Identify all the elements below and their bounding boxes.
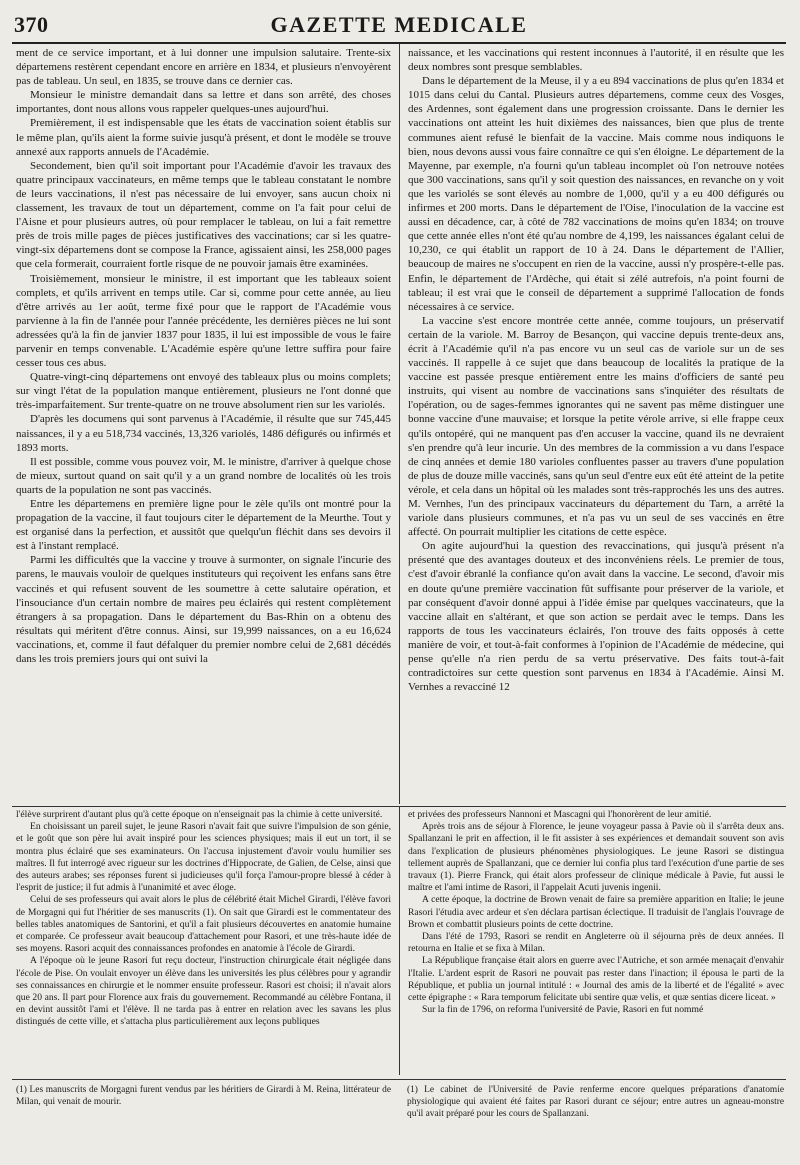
paragraph: Quatre-vingt-cinq départemens ont envoyé des tableaux plus ou moins complets; sur vingt l'état de la population manque entièrement, plusieurs ne l'ont donné que très-imparfaitement. Sur trente-quatre on ne trouve absolument rien sur les variolés.: [16, 371, 391, 412]
paragraph: l'élève surprirent d'autant plus qu'à cette époque on n'enseignait pas la chimie à cette université.: [16, 809, 383, 820]
paragraph: Monsieur le ministre demandait dans sa lettre et dans son arrêté, des choses importantes, dont nous allons vous rappeler quelques-unes aujourd'hui.: [16, 89, 391, 116]
paragraph: La vaccine s'est encore montrée cette année, comme toujours, un préservatif certain de la variole. M. Barroy de Besançon, qui vaccine depuis trente-deux ans, écrit à l'Académie qu'il n'a pas encore vu un seul cas de variole sur un de ses vaccinés. Il rappelle à ce sujet que dans beaucoup de localités la pratique de la vaccine est passée presque entièrement entre les mains d'officiers de santé peu instruits, qui visent au nombre de vaccinations sans s'inquiéter des résultats de l'opération, ou de sages-femmes ignorantes qui ne savent pas même distinguer une bonne vaccine d'une mauvaise; et lorsque la petite vérole arrive, si elle frappe ceux qu'ils ontopéré, qui ne manquent pas d'en accuser la vaccine, quand ils ne devraient s'en prendre qu'à leur incurie. Un des membres de la commission a vu dans l'espace de cinq années et demie 180 varioles confluentes passer au travers d'une population de plus de douze mille vaccinés, sans qu'un seul d'entre eux eût été atteint de la petite vérole, et cela dans un hôpital où les malades sont très-rapprochés les uns des autres. M. Vernhes, l'un des principaux vaccinateurs du département du Tarn, a arrêté la variole dans plusieurs communes, et n'a pas vu un seul de ses vaccinés en être affecté. On pourrait multiplier les citations de cette espèce.: [408, 314, 784, 539]
paragraph: La République française était alors en guerre avec l'Autriche, et son armée menaçait d'envahir l'Italie. L'ardent esprit de Rasori ne pouvait pas rester dans l'inaction; il épousa le parti de la République, et publia un journal intitulé : « Journal des amis de la liberté et de l'égalité » avec cette épigraphe : « Rara temporum felicitate ubi sentire quæ velis, et quæ sentias dicere liceat. »: [408, 955, 784, 1004]
main-article: [12, 44, 786, 804]
paragraph: D'après les documens qui sont parvenus à l'Académie, il résulte que sur 745,445 naissances, il y a eu 518,734 vaccinés, 13,326 variolés, 1486 défigurés ou infirmés et 1893 morts.: [16, 413, 391, 454]
paragraph: A l'époque où le jeune Rasori fut reçu docteur, l'instruction chirurgicale était négligée dans l'école de Pise. On voulait envoyer un élève dans les universités les plus célèbres pour y agrandir ses connaissances en chirurgie et le nommer ensuite professeur. Rasori est choisi; il n'avait alors que 20 ans. Il part pour Florence aux frais du gouvernement. Recommandé au célèbre Fontana, il en devint aussitôt l'ami et l'élève. Il ne tarda pas à entrer en relation avec les savans les plus distingués de cette ville, et s'attacha plus particulièrement aux leçons publiques: [16, 955, 391, 1028]
main-right-column: [399, 44, 786, 804]
page-number: 370: [14, 12, 49, 37]
paragraph: A cette époque, la doctrine de Brown venait de faire sa première apparition en Italie; le jeune Rasori l'étudia avec ardeur et s'en déclara partisan éclectique. Il traduisit de l'anglais l'ouvrage de Brown et combattit plusieurs points de cette doctrine.: [408, 894, 784, 930]
feuilleton-left-column: [12, 807, 399, 1075]
footnote-left: [12, 1080, 399, 1120]
paragraph: Celui de ses professeurs qui avait alors le plus de célébrité était Michel Girardi, l'élève favori de Morgagni qui fut l'héritier de ses manuscrits (1). On sait que Girardi est le commentateur des belles tables anatomiques de Santorini, et qu'il a fait plusieurs découvertes en anatomie humaine et comparée. Ce professeur avait beaucoup d'attachement pour Rasori, et une très-haute idée de ses moyens. Rasori acquit des connaissances profondes en anatomie à l'école de Girardi.: [16, 894, 391, 955]
main-left-column: [12, 44, 399, 804]
paragraph: Premièrement, il est indispensable que les états de vaccination soient établis sur le même plan, qu'ils aient la forme suivie jusqu'à présent, et dont le modèle se trouve annexé aux rapports annuels de l'Académie.: [16, 117, 391, 158]
paragraph: Secondement, bien qu'il soit important pour l'Académie d'avoir les travaux des quatre principaux vaccinateurs, en même temps que le tableau constatant le nombre de leurs vaccinations, il n'est pas nécessaire de lui envoyer, sans aucun choix ni classement, les travaux de tout un département, comme on l'a fait pour celui de l'Aisne et pour plusieurs autres, où pour remplacer le tableau, on lui a fait remettre près de trois mille pages de pièces justificatives des vaccinations; car si les quatre-vingt-six départemens dont se compose la France, agissaient ainsi, les 258,000 pages que cela formerait, courraient fortle risque de ne pouvoir jamais être examinées.: [16, 159, 391, 271]
footnote-text: (1) Le cabinet de l'Université de Pavie renferme encore quelques préparations d'anatomie physiologique qui avaient été faites par Rasori durant ce séjour; entre autres un agneau-monstre qu'il avait préparé pour les cours de Spallanzani.: [407, 1085, 784, 1119]
paragraph: En choisissant un pareil sujet, le jeune Rasori n'avait fait que suivre l'impulsion de son génie, et le goût que son père lui avait inspiré pour les sciences physiques; mais il eut un tort, il se montra plus éclairé que ses examinateurs. On l'accusa injustement d'avoir voulu humilier ses maîtres. Il fut interrogé avec rigueur sur les doctrines d'Hippocrate, de Galien, de Celse, ainsi que des auteurs arabes; ses réponses furent si judicieuses qu'il força l'amour-propre blessé à céder à l'esprit de justice; il fut admis à l'unanimité et avec éloge.: [16, 821, 391, 894]
paragraph: Entre les départemens en première ligne pour le zèle qu'ils ont montré pour la propagation de la vaccine, il faut toujours citer le département de la Meurthe. Tout y est organisé dans la perfection, et aussitôt que quelqu'un fléchit dans ses devoirs il est à l'instant remplacé.: [16, 498, 391, 553]
paragraph: Il est possible, comme vous pouvez voir, M. le ministre, d'arriver à quelque chose de mieux, surtout quand on sait qu'il y a un grand nombre de localités où les trois quarts de la population ne sont pas vaccinés.: [16, 455, 391, 496]
footnotes: [12, 1079, 786, 1120]
paragraph: naissance, et les vaccinations qui restent inconnues à l'autorité, il en résulte que les deux nombres sont presque semblables.: [408, 47, 784, 74]
paragraph: Troisièmement, monsieur le ministre, il est important que les tableaux soient complets, et qu'ils arrivent en temps utile. Car si, comme pour cette année, au lieu d'être arrivés au 1er août, terme fixé pour que le rapport de l'Académie vous parvienne à la fin de l'année pour l'année précédente, les dernières pièces ne lui sont adressées qu'à la fin de janvier 1837 pour 1835, il lui est impossible de vous le faire parvenir en temps convenable. L'Académie espère qu'une lettre suffira pour faire cesser tous ces abus.: [16, 272, 391, 370]
footnote-right: [399, 1080, 786, 1120]
feuilleton-right-column: [399, 807, 786, 1075]
feuilleton-section: [12, 807, 786, 1075]
paragraph: On agite aujourd'hui la question des revaccinations, qui jusqu'à présent n'a présenté que des avantages douteux et des inconvéniens réels. Le premier de tous, c'est d'avoir ébranlé la confiance qu'on avait dans la vaccine. Le second, d'avoir mis en doute qu'une première vaccination fût suffisante pour préserver de la variole, et par conséquent d'avoir donné appui à l'idée émise par quelques vaccinateurs, que la vaccine allait en s'altérant, et que son action se perdait avec le temps. Dans les rapports de tous les vaccinateurs éclairés, l'on trouve des faits opposés à cette manière de voir, et tout-à-fait conformes à l'opinion de l'Académie de médecine, qui pense qu'elle n'a rien perdu de sa vertu préservative. Des faits tout-à-fait contradictoires sur cette question sont parvenus en 1834 à l'Académie. Ainsi M. Vernhes a revacciné 12: [408, 540, 784, 694]
paragraph: Dans l'été de 1793, Rasori se rendit en Angleterre où il séjourna près de deux années. Il retourna en Italie et se fixa à Milan.: [408, 931, 784, 955]
paragraph: ment de ce service important, et à lui donner une impulsion salutaire. Trente-six départemens restèrent cependant encore en arrière en 1834, et plusieurs n'envoyèrent pas de tableau. Un seul, en 1835, se trouve dans ce dernier cas.: [16, 47, 391, 88]
paragraph: et privées des professeurs Nannoni et Mascagni qui l'honorèrent de leur amitié.: [408, 809, 712, 820]
paragraph: Sur la fin de 1796, on reforma l'université de Pavie, Rasori en fut nommé: [422, 1004, 704, 1016]
footnote-text: (1) Les manuscrits de Morgagni furent vendus par les héritiers de Girardi à M. Reina, littérateur de Milan, qui venait de mourir.: [16, 1085, 391, 1107]
paragraph: Dans le département de la Meuse, il y a eu 894 vaccinations de plus qu'en 1834 et 1015 dans celui du Cantal. Plusieurs autres départemens, comme ceux des Vosges, des Ardennes, sont également dans une progression croissante. Dans le dernier les vaccinations ont atteint les huit dixièmes des naissances, bien que plus de trente communes aient refusé le bienfait de la vaccine. Mais comme nous indiquons le bien, nous devons aussi vous faire connaître ce qui s'en éloigne. Le département de la Mayenne, par exemple, n'a fourni qu'un tableau incomplet où l'on netrouve notées que 300 vaccinations, sans qu'il y soit question des naissances, en revanche on y voit que les variolés se sont élevés au nombre de 1,000, qu'il y a eu 400 défigurés ou infirmes et 200 morts. Dans le département de l'Oise, l'inoculation de la vaccine est aussi en décadence, car, à côté de 782 vaccinations de moins qu'en 1834; on trouve que cette année elles n'ont été qu'au nombre de 4,199, les naissances égalant celui de 10,230, ce qui établit un rapport de 10 à 24. Dans le département de l'Allier, beaucoup de maires ne s'occupent en rien de la vaccine, aussi n'y prospère-t-elle pas. Enfin, le département de l'Ardèche, qui était si zélé autrefois, n'a point fourni de tableau; il est vrai que le conseil de département a supprimé l'allocation de fonds nécessaires à ce service.: [408, 75, 784, 313]
paragraph: Parmi les difficultés que la vaccine y trouve à surmonter, on signale l'incurie des parens, le mauvais vouloir de quelques instituteurs qui reçoivent les enfans sans être vaccinés et qui refusent souvent de les soumettre à cette salutaire opération, et l'insouciance d'un certain nombre de maires peu éclairés qui restent complètement étrangers à sa propagation. Dans le département du Bas-Rhin on a obtenu des résultats qui méritent d'être connus. Ainsi, sur 19,999 naissances, on a eu 16,624 vaccinations, et, comme il faut défalquer du premier nombre celui de 2,681 décédés dans les trois premiers jours qui ont suivi la: [16, 554, 391, 666]
page-header: [12, 12, 786, 44]
paragraph: Après trois ans de séjour à Florence, le jeune voyageur passa à Pavie où il s'arrêta deux ans. Spallanzani le prit en affection, il le fit assister à ses expériences et demandait souvent son avis dans l'explication de plusieurs phénomènes physiologiques. Le jeune Rasori se distingua tellement auprès de Spallanzani, que ce dernier lui confia plus tard l'exécution d'une partie de ses travaux (1). Pierre Franck, qui était alors professeur de clinique médicale à Pavie, fut aussi le maître et l'ami intime de Rasori, il l'appelait Acuti juvenis ingenii.: [408, 821, 784, 894]
page-title: GAZETTE MEDICALE: [270, 12, 528, 37]
